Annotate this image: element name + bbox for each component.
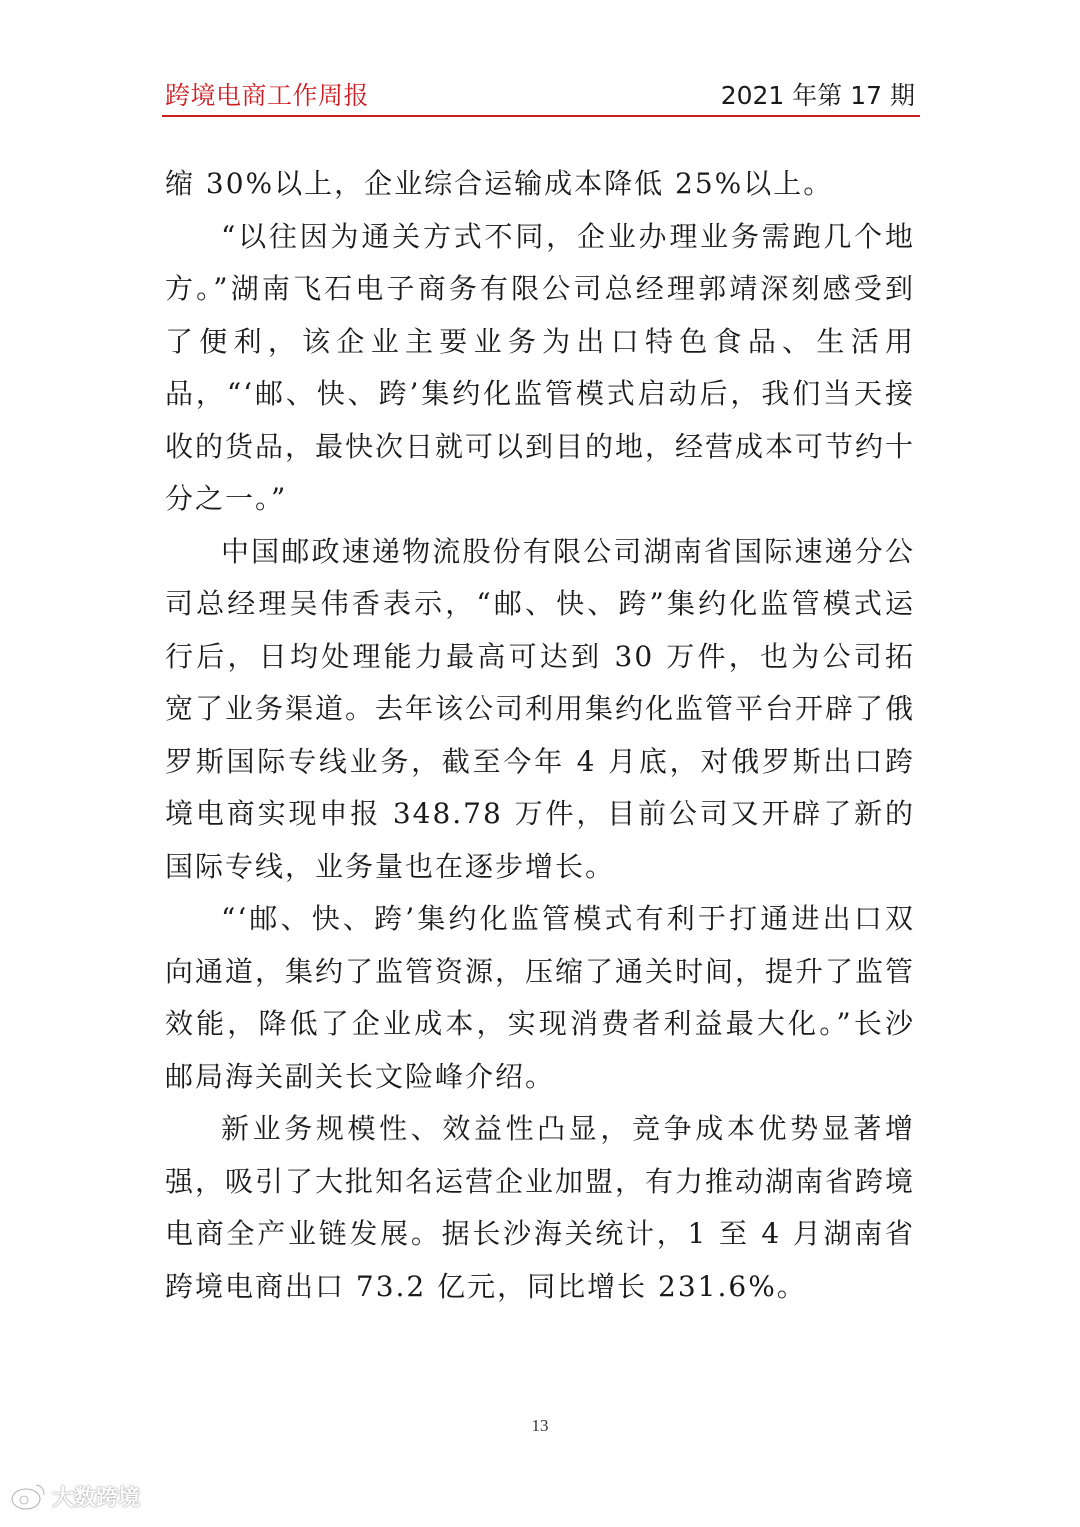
paragraph: “‘邮、快、跨’集约化监管模式有利于打通进出口双向通道，集约了监管资源，压缩了通关时间，提升了监管效能，降低了企业成本，实现消费者利益最大化。”长沙邮局海关副关长文险峰介绍。 (165, 902, 916, 1093)
issue-number: 2021 年第 17 期 (720, 81, 915, 110)
header-divider (162, 115, 920, 117)
article-body (165, 158, 915, 1313)
paragraph: 新业务规模性、效益性凸显，竞争成本优势显著增强，吸引了大批知名运营企业加盟，有力推动湖南省跨境电商全产业链发展。据长沙海关统计，1 至 4 月湖南省跨境电商出口 73.2 亿元，同比增长 231.6%。 (165, 1112, 916, 1303)
watermark-text: 大数跨境 (52, 1485, 141, 1511)
paragraph: “以往因为通关方式不同，企业办理业务需跑几个地方。”湖南飞石电子商务有限公司总经理郭靖深刻感受到了便利，该企业主要业务为出口特色食品、生活用品，“‘邮、快、跨’集约化监管模式启动后，我们当天接收的货品，最快次日就可以到目的地，经营成本可节约十分之一。” (165, 219, 916, 515)
page-number: 13 (531, 1416, 549, 1435)
report-title: 跨境电商工作周报 (165, 81, 370, 110)
page-header (165, 72, 915, 116)
paragraph: 中国邮政速递物流股份有限公司湖南省国际速递分公司总经理吴伟香表示，“邮、快、跨”集约化监管模式运行后，日均处理能力最高可达到 30 万件，也为公司拓宽了业务渠道。去年该公司利用集约化监管平台开辟了俄罗斯国际专线业务，截至今年 4 月底，对俄罗斯出口跨境电商实现申报 348.78 万件，目前公司又开辟了新的国际专线，业务量也在逐步增长。 (165, 534, 916, 883)
paragraph-continued: 缩 30%以上，企业综合运输成本降低 25%以上。 (165, 167, 834, 200)
watermark (10, 1478, 140, 1514)
weibo-logo-icon (10, 1481, 48, 1511)
